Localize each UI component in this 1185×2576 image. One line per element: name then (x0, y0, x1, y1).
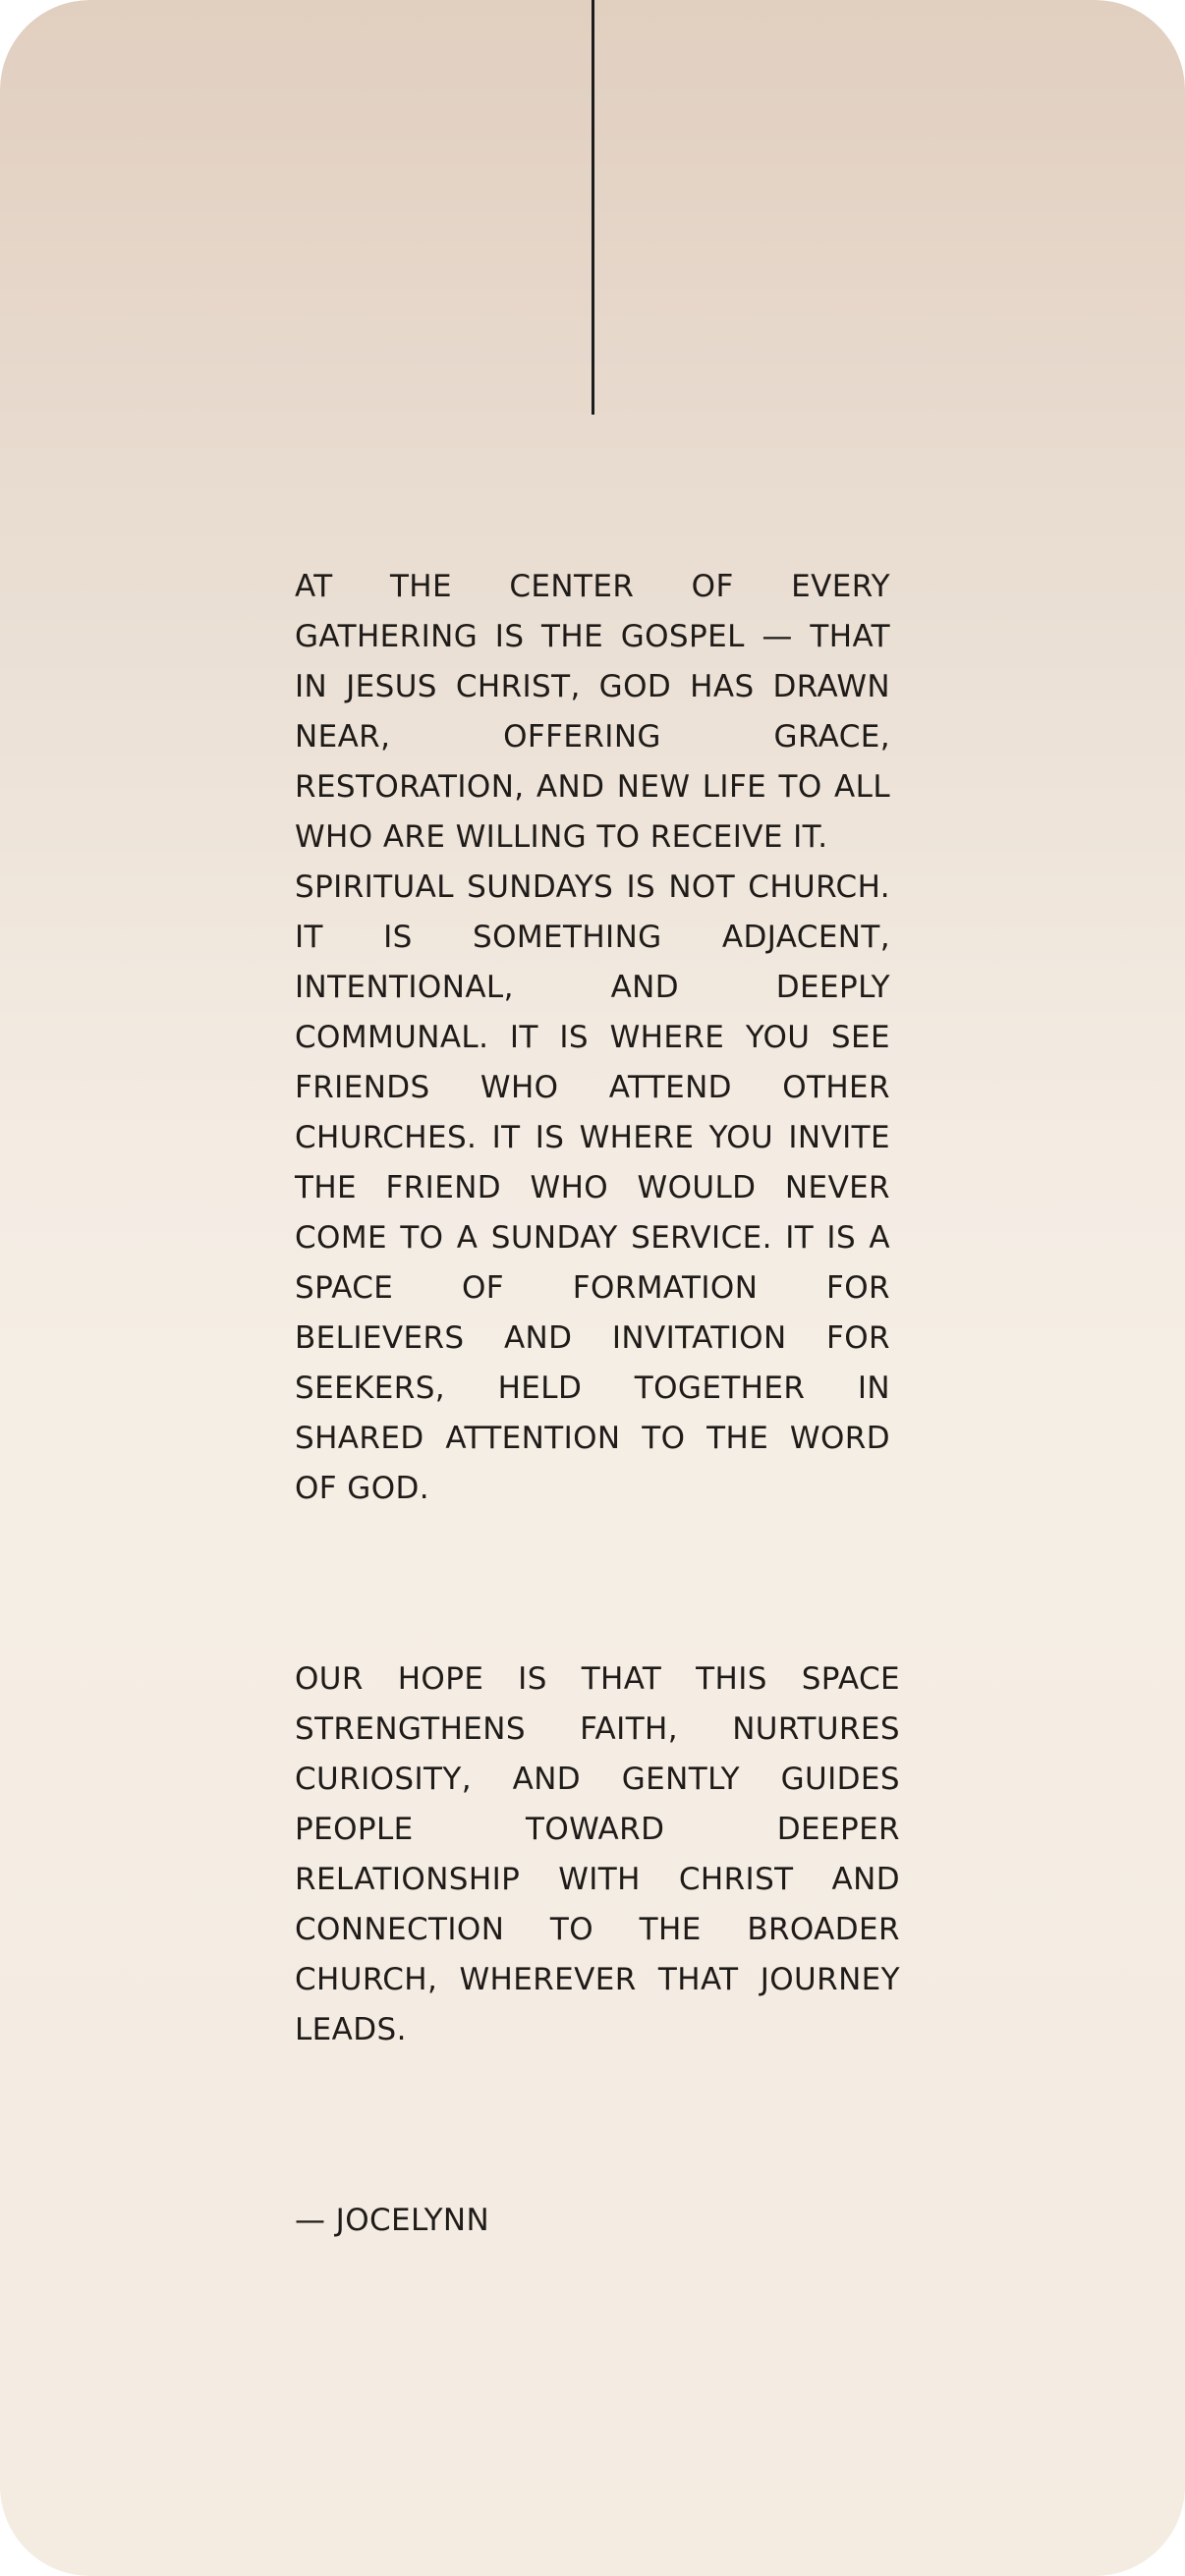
vertical-divider-line (592, 0, 594, 415)
statement-paragraph-about: SPIRITUAL SUNDAYS IS NOT CHURCH. IT IS SOMETHING ADJACENT, INTENTIONAL, AND DEEPLY COMMUNAL. IT IS WHERE YOU SEE FRIENDS WHO ATTEND OTHER CHURCHES. IT IS WHERE YOU INVITE THE FRIEND WHO WOULD NEVER COME TO A SUNDAY SERVICE. IT IS A SPACE OF FORMATION FOR BELIEVERS AND INVITATION FOR SEEKERS, HELD TOGETHER IN SHARED ATTENTION TO THE WORD OF GOD. (295, 869, 890, 1506)
statement-content (295, 562, 900, 2246)
statement-paragraph-gospel: AT THE CENTER OF EVERY GATHERING IS THE GOSPEL — THAT IN JESUS CHRIST, GOD HAS DRAWN NEAR, OFFERING GRACE, RESTORATION, AND NEW LIFE TO ALL WHO ARE WILLING TO RECEIVE IT. (295, 569, 890, 855)
statement-paragraph-hope: OUR HOPE IS THAT THIS SPACE STRENGTHENS FAITH, NURTURES CURIOSITY, AND GENTLY GUIDES PEOPLE TOWARD DEEPER RELATIONSHIP WITH CHRIST AND CONNECTION TO THE BROADER CHURCH, WHEREVER THAT JOURNEY LEADS. (295, 1661, 900, 2047)
signature: — JOCELYNN (295, 2203, 490, 2238)
